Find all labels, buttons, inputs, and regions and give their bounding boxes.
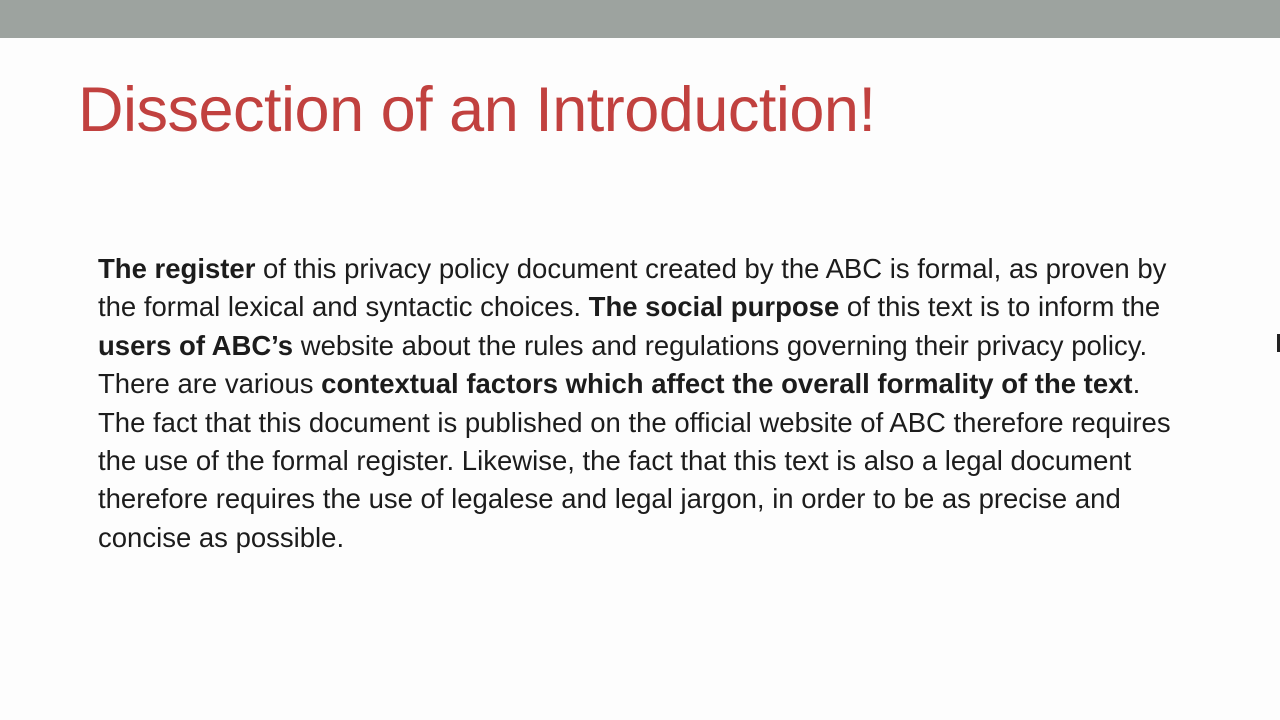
body-text-segment: . The fact that this document is published on the official website of ABC therefore requires the use of the formal register. Likewise, the fact that this text is also a legal document therefore requires the use of legalese and legal jargon, in order to be as precise and concise as possible. — [98, 368, 1171, 553]
body-text-segment: website about the rules and regulations governing their privacy policy. There are various — [98, 329, 1148, 400]
bold-phrase-contextual-factors: contextual factors which affect the overall formality of the text — [321, 368, 1133, 400]
body-text-segment: of this privacy policy document created by the ABC is formal, as proven by the formal lexical and syntactic choices. — [98, 253, 1167, 323]
bold-phrase-users: users of ABC’s — [98, 329, 294, 361]
slide-title: Dissection of an Introduction! — [78, 75, 876, 145]
bold-phrase-social-purpose: The social purpose — [588, 291, 840, 323]
body-text-segment: of this text is to inform the — [839, 291, 1161, 323]
bold-phrase-register: The register — [98, 253, 256, 284]
top-bar — [0, 0, 1280, 38]
slide-body-paragraph — [98, 250, 1178, 557]
